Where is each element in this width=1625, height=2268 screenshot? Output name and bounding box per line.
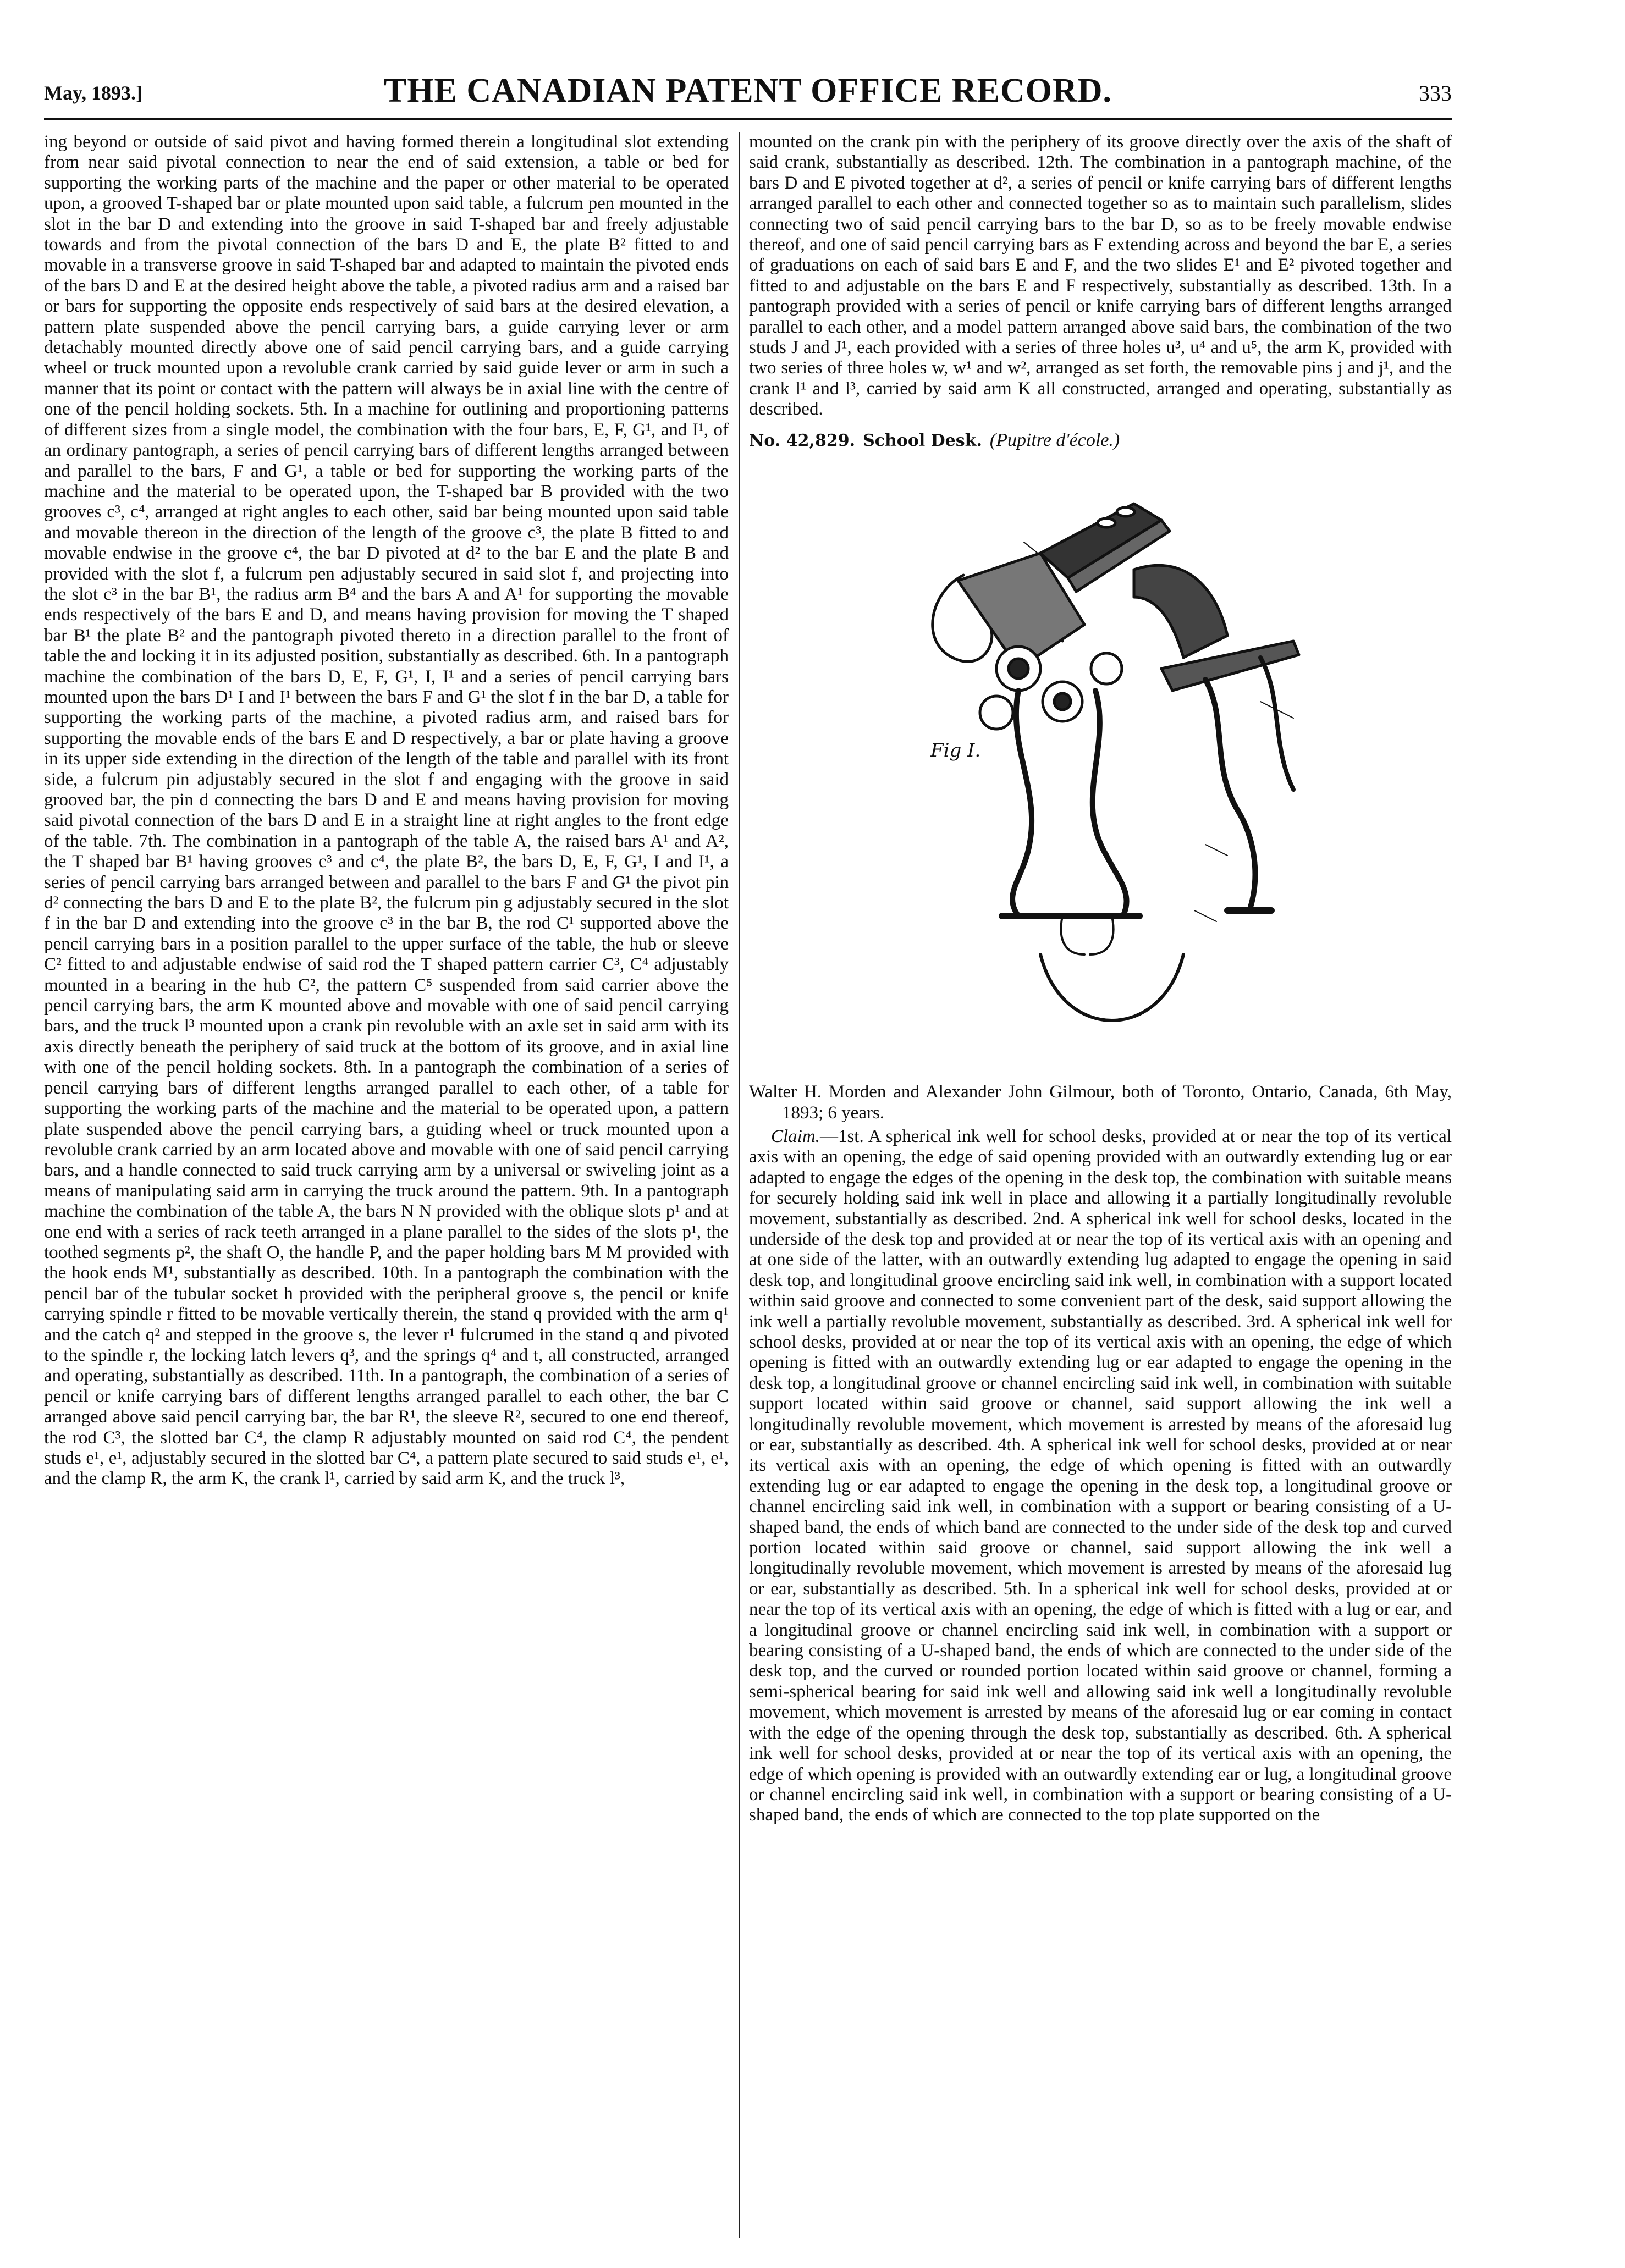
page-number: 333: [1419, 81, 1452, 106]
left-column-text: ing beyond or outside of said pivot and having formed therein a longitudinal slot extending from near said pivotal connection to near the end of said extension, a table or bed for supporting the working parts of the machine and the paper or other material to be operated upon, a grooved T-shaped bar or plate mounted upon said table, a fulcrum pen mounted in the slot in the bar D and extending into the groove in said T-shaped bar and freely adjustable towards and from the pivotal connection of the bars D and E, the plate B² fitted to and movable in a transverse groove in said T-shaped bar and adapted to maintain the pivoted ends of the bars D and E at the desired height above the table, a pivoted radius arm and a raised bar or bars for supporting the opposite ends respectively of said bars at the desired elevation, a pattern plate suspended above the pencil carrying bars, a guide carrying lever or arm detachably mounted directly above one of said pencil carrying bars, and a guide carrying wheel or truck mounted upon a revoluble crank carried by said guide lever or arm in such a manner that its point or contact with the pattern will always be in axial line with the centre of one of the pencil holding sockets. 5th. In a machine for outlining and proportioning patterns of different sizes from a single model, the combination with the four bars, E, F, G¹, and I¹, of an ordinary pantograph, a series of pencil carrying bars of different lengths arranged between and parallel to the bars, F and G¹, a table or bed for supporting the working parts of the machine and the material to be operated upon, the T-shaped bar B provided with the two grooves c³, c⁴, arranged at right angles to each other, said bar being mounted upon said table and movable thereon in the direction of the length of the groove c³, the plate B fitted to and movable endwise in the groove c⁴, the bar D pivoted at d² to the bar E and the plate B and provided with the slot f, a fulcrum pen adjustably secured in said slot f, and projecting into the slot c³ in the bar B¹, the radius arm B⁴ and the bars A and A¹ for supporting the movable ends respectively of the bars E and D, and means having provision for moving the T shaped bar B¹ the plate B² and the pantograph pivoted thereto in a direction parallel to the front of table the and locking it in its adjusted position, substantially as described. 6th. In a pantograph machine the combination of the bars D, E, F, G¹, I, I¹ and a series of pencil carrying bars mounted upon the bars D¹ I and I¹ between the bars F and G¹ the slot f in the bar D, a table for supporting the working parts of the machine, a pivoted radius arm, and raised bars for supporting the movable ends of the bars E and D respectively, a bar or plate having a groove in its upper side extending in the direction of the length of the table and parallel with its front side, a fulcrum pin adjustably secured in the slot f and engaging with the groove in said grooved bar, the pin d connecting the bars D and E and means having provision for moving said pivotal connection of the bars D and E in a straight line at right angles to the front edge of the table. 7th. The combination in a pantograph of the table A, the raised bars A¹ and A², the T shaped bar B¹ having grooves c³ and c⁴, the plate B², the bars D, E, F, G¹, I and I¹, a series of pencil carrying bars arranged between and parallel to the bars F and G¹ the pivot pin d² connecting the bars D and E to the plate B², the fulcrum pin g adjustably secured in the slot f in the bar D and extending into the groove c³ in the bar B, the rod C¹ supported above the pencil carrying bars in a position parallel to the upper surface of the table, the hub or sleeve C² fitted to and adjustable endwise of said rod the T shaped pattern carrier C³, C⁴ adjustably mounted in a bearing in the hub C², the pattern C⁵ suspended from said carrier above the pencil carrying bars, the arm K mounted above and movable with one of said pencil carrying bars, and the truck l³ mounted upon a crank pin revoluble with an axle set in said arm with its axis directly beneath the periphery of said truck at the bottom of its groove, and in axial line with one of the pencil holding sockets. 8th. In a pantograph the combination of a series of pencil carrying bars of different lengths arranged parallel to each other, of a table for supporting the working parts of the machine and the material to be operated upon, a pattern plate suspended above the pencil carrying bars, a guiding wheel or truck mounted upon a revoluble crank carried by an arm located above and movable with one of said pencil carrying bars, and a handle connected to said truck carrying arm by a universal or swiveling joint as a means of manipulating said arm in carrying the truck around the pattern. 9th. In a pantograph machine the combination of the table A, the bars N N provided with the oblique slots p¹ and at one end with a series of rack teeth arranged in a plane parallel to the sides of the slots p¹, the toothed segments p², the shaft O, the handle P, and the paper holding bars M M provided with the hook ends M¹, substantially as described. 10th. In a pantograph the combination with the pencil bar of the tubular socket h provided with the peripheral groove s, the pencil or knife carrying spindle r fitted to be movable vertically therein, the stand q provided with the arm q¹ and the catch q² and stepped in the groove s, the lever r¹ fulcrumed in the stand q and pivoted to the spindle r, the locking latch levers q³, and the springs q⁴ and t, all constructed, arranged and operating, substantially as described. 11th. In a pantograph, the combination of a series of pencil or knife carrying bars of different lengths arranged parallel to each other, the bar C arranged above said pencil carrying bar, the bar R¹, the sleeve R², secured to one end thereof, the rod C³, the slotted bar C⁴, the clamp R adjustably mounted on said rod C⁴, the pendent studs e¹, e¹, adjustably secured in the slotted bar C⁴, a pattern plate secured to said studs e¹, e¹, and the clamp R, the arm K, the crank l¹, carried by said arm K, and the truck l³,: [44, 132, 729, 1489]
claims-paragraph: [749, 1127, 1452, 1826]
right-column: [749, 132, 1452, 2238]
patent-name: School Desk.: [863, 431, 982, 450]
school-desk-figure: [749, 460, 1452, 1075]
patent-heading: [749, 430, 1452, 451]
header-rule: [44, 118, 1452, 120]
left-column: [44, 132, 729, 2238]
publication-title: THE CANADIAN PATENT OFFICE RECORD.: [383, 72, 1112, 109]
inventor-line: Walter H. Morden and Alexander John Gilmour, both of Toronto, Ontario, Canada, 6th May, 1893; 6 years.: [749, 1082, 1452, 1123]
column-divider: [739, 132, 740, 2238]
school-desk-illustration: [875, 460, 1326, 1070]
page-header: [44, 71, 1452, 115]
patent-french-name: (Pupitre d'école.): [989, 429, 1120, 450]
continuation-text: mounted on the crank pin with the periphery of its groove directly over the axis of the shaft of said crank, substantially as described. 12th. The combination in a pantograph machine, of the bars D and E pivoted together at d², a series of pencil or knife carrying bars of different lengths arranged parallel to each other and connected together so as to maintain such parallelism, slides connecting two of said pencil carrying bars to the bar D, so as to be freely movable endwise thereof, and one of said pencil carrying bars as F extending across and beyond the bar E, a series of graduations on each of said bars E and F, and the two slides E¹ and E² pivoted together and fitted to and adjustable on the bars E and F respectively, substantially as described. 13th. In a pantograph provided with a series of pencil or knife carrying bars of different lengths arranged parallel to each other, and a model pattern arranged above said bars, the combination of the two studs J and J¹, each provided with a series of three holes u³, u⁴ and u⁵, the arm K, provided with two series of three holes w, w¹ and w², arranged as set forth, the removable pins j and j¹, and the crank l¹ and l³, carried by said arm K all constructed, arranged and operating, substantially as described.: [749, 132, 1452, 420]
patent-number: No. 42,829.: [749, 431, 856, 450]
claim-label: Claim.: [771, 1126, 820, 1146]
issue-date: May, 1893.]: [44, 82, 142, 104]
figure-label: Fig I.: [930, 740, 981, 762]
claim-text: —1st. A spherical ink well for school desks, provided at or near the top of its vertical axis with an opening, the edge of said opening provided with an outwardly extending lug or ear adapted to engage the edges of the opening in the desk top, the combination with suitable means for securely holding said ink well in place and allowing it a partially longitudinally revoluble movement, substantially as described. 2nd. A spherical ink well for school desks, located in the underside of the desk top and provided at or near the top of its vertical axis with an opening and at one side of the latter, with an outwardly extending lug adapted to engage the opening in said desk top, and longitudinal groove encircling said ink well, in combination with a support located within said groove and connected to some convenient part of the desk, said support allowing the ink well a partially revoluble movement, substantially as described. 3rd. A spherical ink well for school desks, provided at or near the top of its vertical axis with an opening, the edge of which opening is fitted with an outwardly extending lug or ear adapted to engage the opening in the desk top, a longitudinal groove or channel encircling said ink well, in combination with suitable support located within said groove or channel, said support allowing the ink well a longitudinally revoluble movement, which movement is arrested by means of the aforesaid lug or ear, substantially as described. 4th. A spherical ink well for school desks, provided at or near its vertical axis with an opening, the edge of which opening is fitted with an outwardly extending lug or ear adapted to engage the opening in the desk top, a longitudinal groove or channel encircling said ink well, in combination with a support or bearing consisting of a U-shaped band, the ends of which band are connected to the under side of the desk top and curved portion located within said groove or channel, said support allowing the ink well a longitudinally revoluble movement, which movement is arrested by means of the aforesaid lug or ear, substantially as described. 5th. In a spherical ink well for school desks, provided at or near the top of its vertical axis with an opening, the edge of which is fitted with a lug or ear, and a longitudinal groove or channel encircling said ink well, in combination with a support or bearing consisting of a U-shaped band, the ends of which are connected to the under side of the desk top, and the curved or rounded portion located within said groove or channel, forming a semi-spherical bearing for said ink well and allowing said ink well a longitudinally revoluble movement, which movement is arrested by means of the aforesaid lug or ear coming in contact with the edge of the opening through the desk top, substantially as described. 6th. A spherical ink well for school desks, provided at or near the top of its vertical axis with an opening, the edge of which opening is provided with an outwardly extending ear or lug, a longitudinal groove or channel encircling said ink well, in combination with a support or bearing consisting of a U-shaped band, the ends of which are connected to the top plate supported on the: [749, 1126, 1452, 1825]
